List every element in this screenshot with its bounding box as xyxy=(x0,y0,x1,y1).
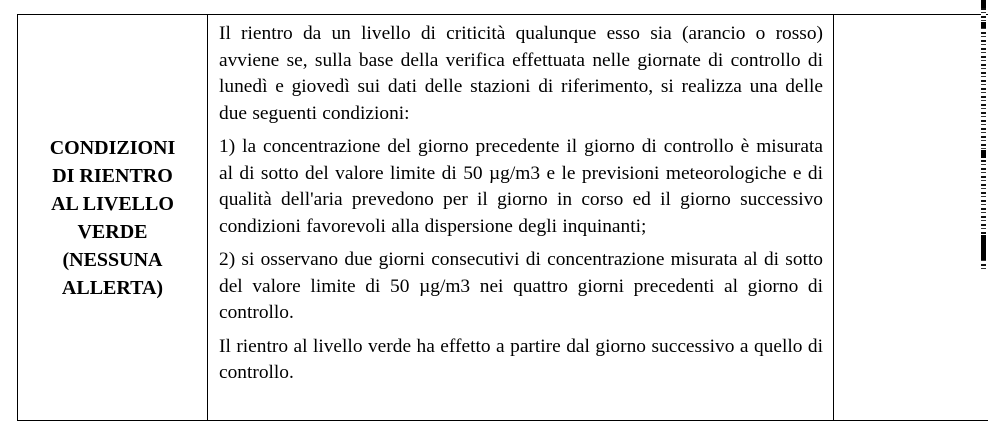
heading-line: VERDE xyxy=(77,220,148,243)
description-paragraph-effect: Il rientro al livello verde ha effetto a partire dal giorno successivo a quello di controllo. xyxy=(219,335,823,383)
alert-conditions-table xyxy=(17,14,988,421)
heading-line: (NESSUNA xyxy=(62,248,163,271)
condition-description-cell xyxy=(208,15,834,421)
page-edge-scan-strip xyxy=(981,0,986,270)
description-paragraph-condition-1: 1) la concentrazione del giorno precedente il giorno di controllo è misurata al di sotto del valore limite di 50 µg/m3 e le previsioni meteorologiche e di qualità dell'aria prevedono per il giorno in corso ed il giorno successivo condizioni favorevoli alla dispersione degli inquinanti; xyxy=(219,136,823,237)
heading-line: AL LIVELLO xyxy=(51,192,174,215)
table-row xyxy=(18,15,988,421)
description-paragraph-condition-2: 2) si osservano due giorni consecutivi di concentrazione misurata al di sotto del valore limite di 50 µg/m3 nei quattro giorni precedenti al giorno di controllo. xyxy=(219,249,823,323)
description-paragraph-intro: Il rientro da un livello di criticità qualunque esso sia (arancio o rosso) avviene se, sulla base della verifica effettuata nelle giornate di controllo di lunedì e giovedì sui dati delle stazioni di riferimento, si realizza una delle due seguenti condizioni: xyxy=(219,23,823,124)
heading-line: DI RIENTRO xyxy=(52,164,173,187)
condition-heading-cell xyxy=(18,15,208,421)
heading-line: ALLERTA) xyxy=(61,276,164,299)
heading-line: CONDIZIONI xyxy=(49,136,176,159)
empty-cell xyxy=(834,15,988,421)
